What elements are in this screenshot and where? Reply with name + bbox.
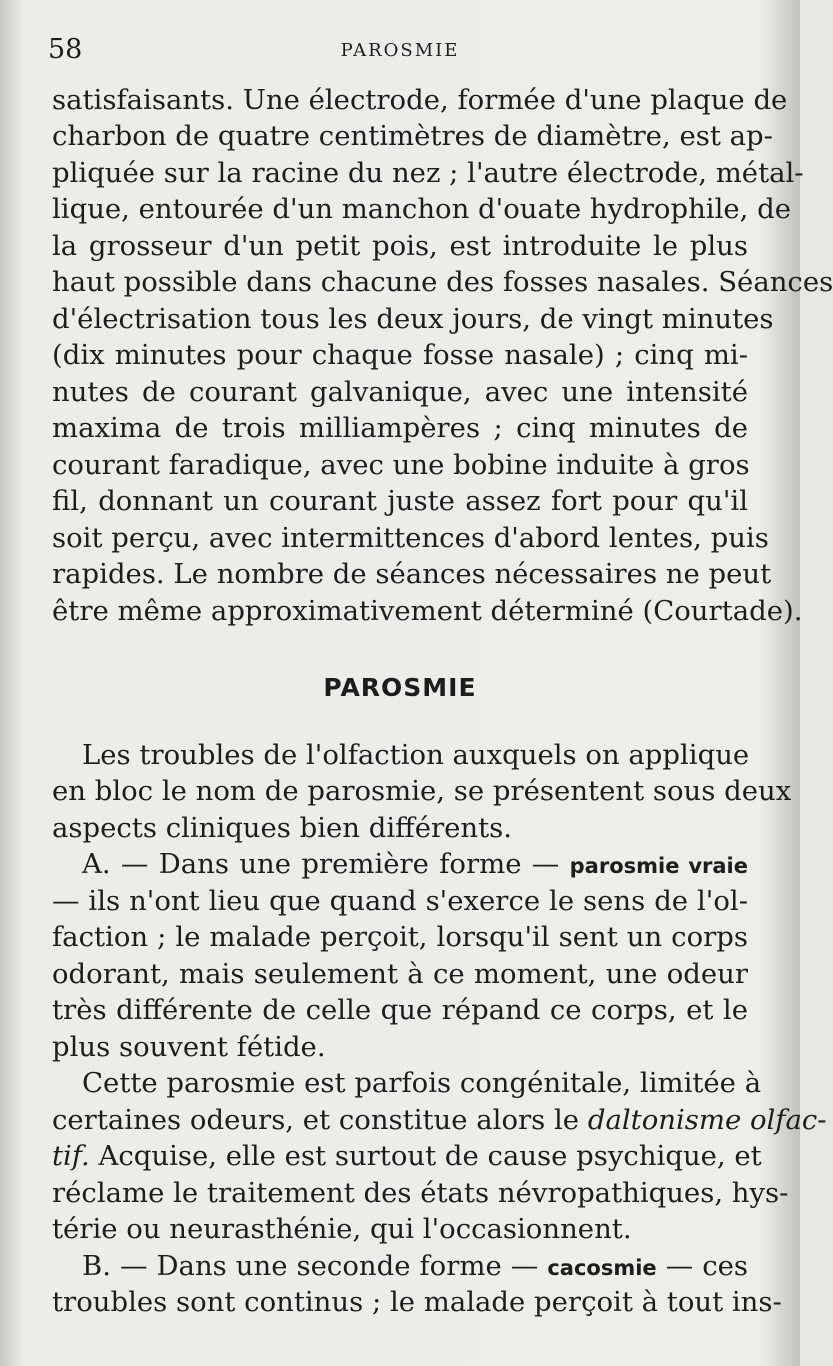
text-line: — ils n'ont lieu que quand s'exerce le sens de l'ol- (52, 885, 748, 917)
text-line (52, 1102, 827, 1138)
text-line: très différente de celle que répand ce corps, et le (52, 994, 748, 1026)
text-line: troubles sont continus ; le malade perçoit à tout ins- (52, 1286, 782, 1318)
text-line: courant faradique, avec une bobine induite à gros (52, 449, 750, 481)
section-heading: PAROSMIE (323, 673, 477, 702)
text-line: plus souvent fétide. (52, 1031, 326, 1063)
text-line: réclame le traitement des états névropathiques, hys- (52, 1177, 789, 1209)
text-line: fil, donnant un courant juste assez fort pour qu'il (52, 485, 748, 517)
term-daltonisme-end: tif. (52, 1140, 90, 1172)
line-prefix: A. — Dans une première forme — (82, 848, 560, 880)
text-line: (dix minutes pour chaque fosse nasale) ; cinq mi- (52, 339, 748, 371)
text-line: charbon de quatre centimètres de diamètre, est ap- (52, 120, 773, 152)
text-line: d'électrisation tous les deux jours, de vingt minutes (52, 303, 774, 335)
line-rest: Acquise, elle est surtout de cause psychique, et (89, 1140, 762, 1172)
text-line (52, 1138, 762, 1174)
text-line (52, 846, 748, 882)
text-line: maxima de trois milliampères ; cinq minutes de (52, 412, 748, 444)
text-line: la grosseur d'un petit pois, est introduite le plus (52, 230, 748, 262)
text-line: odorant, mais seulement à ce moment, une odeur (52, 958, 748, 990)
text-line (52, 1248, 748, 1284)
text-line: être même approximativement déterminé (Courtade). (52, 595, 803, 627)
text-line: Les troubles de l'olfaction auxquels on applique (82, 739, 750, 771)
text-line: térie ou neurasthénie, qui l'occasionnent. (52, 1213, 632, 1245)
text-line: nutes de courant galvanique, avec une intensité (52, 376, 748, 408)
term-parosmie-vraie: parosmie vraie (569, 854, 748, 878)
line-suffix: — ces (656, 1250, 749, 1282)
line-prefix: certaines odeurs, et constitue alors le (52, 1104, 580, 1136)
page-number: 58 (48, 34, 83, 65)
text-line: rapides. Le nombre de séances nécessaires ne peut (52, 558, 772, 590)
text-line: haut possible dans chacune des fosses nasales. Séances (52, 266, 833, 298)
term-daltonisme: daltonisme olfac- (587, 1104, 827, 1136)
text-line: lique, entourée d'un manchon d'ouate hydrophile, de (52, 193, 792, 225)
text-line: Cette parosmie est parfois congénitale, limitée à (82, 1067, 762, 1099)
text-line: pliquée sur la racine du nez ; l'autre électrode, métal- (52, 157, 804, 189)
line-prefix: B. — Dans une seconde forme — (82, 1250, 539, 1282)
text-line: faction ; le malade perçoit, lorsqu'il sent un corps (52, 921, 748, 953)
running-head: PAROSMIE (340, 40, 460, 61)
text-line: aspects cliniques bien différents. (52, 812, 513, 844)
text-line: soit perçu, avec intermittences d'abord lentes, puis (52, 522, 769, 554)
page-header (0, 34, 800, 64)
text-line: satisfaisants. Une électrode, formée d'une plaque de (52, 84, 788, 116)
term-cacosmie: cacosmie (547, 1256, 657, 1280)
text-line: en bloc le nom de parosmie, se présentent sous deux (52, 775, 792, 807)
